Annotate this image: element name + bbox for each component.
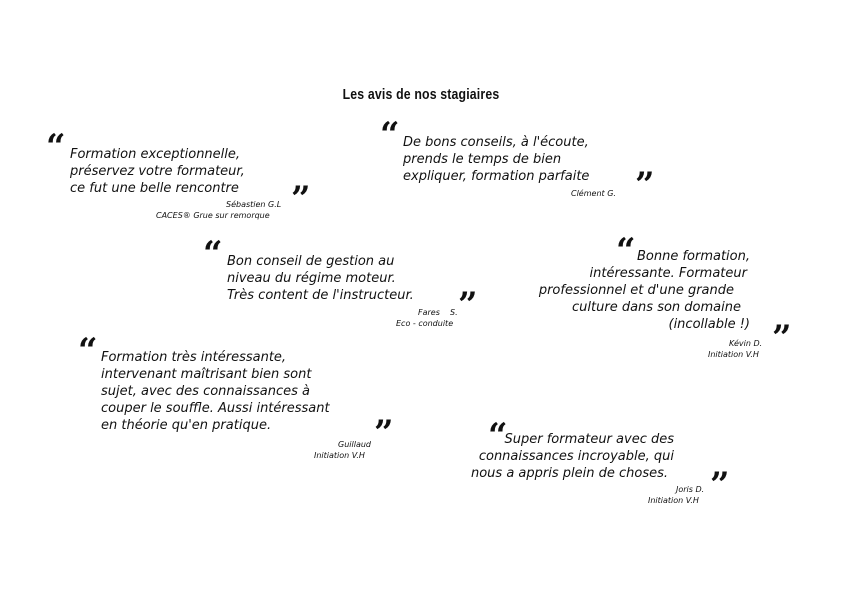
testimonial-line: intéressante. Formateur bbox=[589, 266, 747, 281]
testimonial-text bbox=[70, 146, 245, 197]
testimonial-line: professionnel et d'une grande bbox=[538, 283, 734, 298]
testimonial-course: Eco - conduite bbox=[396, 319, 454, 328]
testimonial-line: préservez votre formateur, bbox=[70, 164, 245, 179]
testimonial-line: nous a appris plein de choses. bbox=[470, 466, 668, 481]
testimonial-line: niveau du régime moteur. bbox=[227, 271, 396, 286]
testimonial-line: connaissances incroyable, qui bbox=[478, 449, 674, 464]
testimonial-course: CACES® Grue sur remorque bbox=[156, 211, 270, 220]
testimonial-text bbox=[534, 248, 750, 333]
close-quote-icon: ” bbox=[772, 318, 792, 358]
testimonial-line: De bons conseils, à l'écoute, bbox=[403, 135, 589, 150]
testimonial-text bbox=[470, 431, 674, 482]
page-title: Les avis de nos stagiaires bbox=[342, 86, 500, 103]
testimonial-line: Formation très intéressante, bbox=[101, 350, 287, 365]
testimonial-line: en théorie qu'en pratique. bbox=[101, 418, 272, 433]
testimonial-line: sujet, avec des connaissances à bbox=[101, 384, 311, 399]
testimonial-line: Bon conseil de gestion au bbox=[227, 254, 395, 269]
testimonial-text bbox=[227, 253, 414, 304]
open-quote-icon: “ bbox=[380, 115, 400, 155]
testimonial-line: prends le temps de bien bbox=[403, 152, 562, 167]
testimonial-line: (incollable !) bbox=[668, 317, 750, 332]
open-quote-icon: “ bbox=[78, 331, 98, 371]
testimonial-line: Formation exceptionnelle, bbox=[70, 147, 241, 162]
testimonial-line: Super formateur avec des bbox=[504, 432, 674, 447]
testimonial-text bbox=[403, 134, 589, 185]
close-quote-icon: ” bbox=[291, 179, 311, 219]
testimonial-line: ce fut une belle rencontre bbox=[70, 181, 239, 196]
testimonial-author: Guillaud bbox=[338, 440, 371, 449]
testimonial-line: Bonne formation, bbox=[636, 249, 750, 264]
testimonial-author: Joris D. bbox=[676, 485, 705, 494]
testimonial-author: Sébastien G.L bbox=[226, 200, 282, 209]
testimonial-text bbox=[101, 349, 330, 434]
testimonial-course: Initiation V.H bbox=[708, 350, 759, 359]
close-quote-icon: ” bbox=[374, 413, 394, 453]
testimonial-course: Initiation V.H bbox=[648, 496, 699, 505]
testimonial-line: culture dans son domaine bbox=[572, 300, 741, 315]
testimonial-line: intervenant maîtrisant bien sont bbox=[101, 367, 312, 382]
close-quote-icon: ” bbox=[710, 465, 730, 505]
testimonial-author: Clément G. bbox=[571, 189, 616, 198]
testimonial-line: expliquer, formation parfaite bbox=[403, 169, 590, 184]
open-quote-icon: “ bbox=[203, 234, 223, 274]
testimonial-author: Fares S. bbox=[418, 308, 458, 317]
testimonial-line: Très content de l'instructeur. bbox=[227, 288, 414, 303]
open-quote-icon: “ bbox=[616, 231, 636, 271]
close-quote-icon: ” bbox=[458, 285, 478, 325]
testimonial-author: Kévin D. bbox=[729, 339, 763, 348]
testimonial-line: couper le souffle. Aussi intéressant bbox=[101, 401, 330, 416]
open-quote-icon: “ bbox=[46, 127, 66, 167]
open-quote-icon: “ bbox=[488, 416, 508, 456]
testimonial-course: Initiation V.H bbox=[314, 451, 365, 460]
close-quote-icon: ” bbox=[635, 165, 655, 205]
